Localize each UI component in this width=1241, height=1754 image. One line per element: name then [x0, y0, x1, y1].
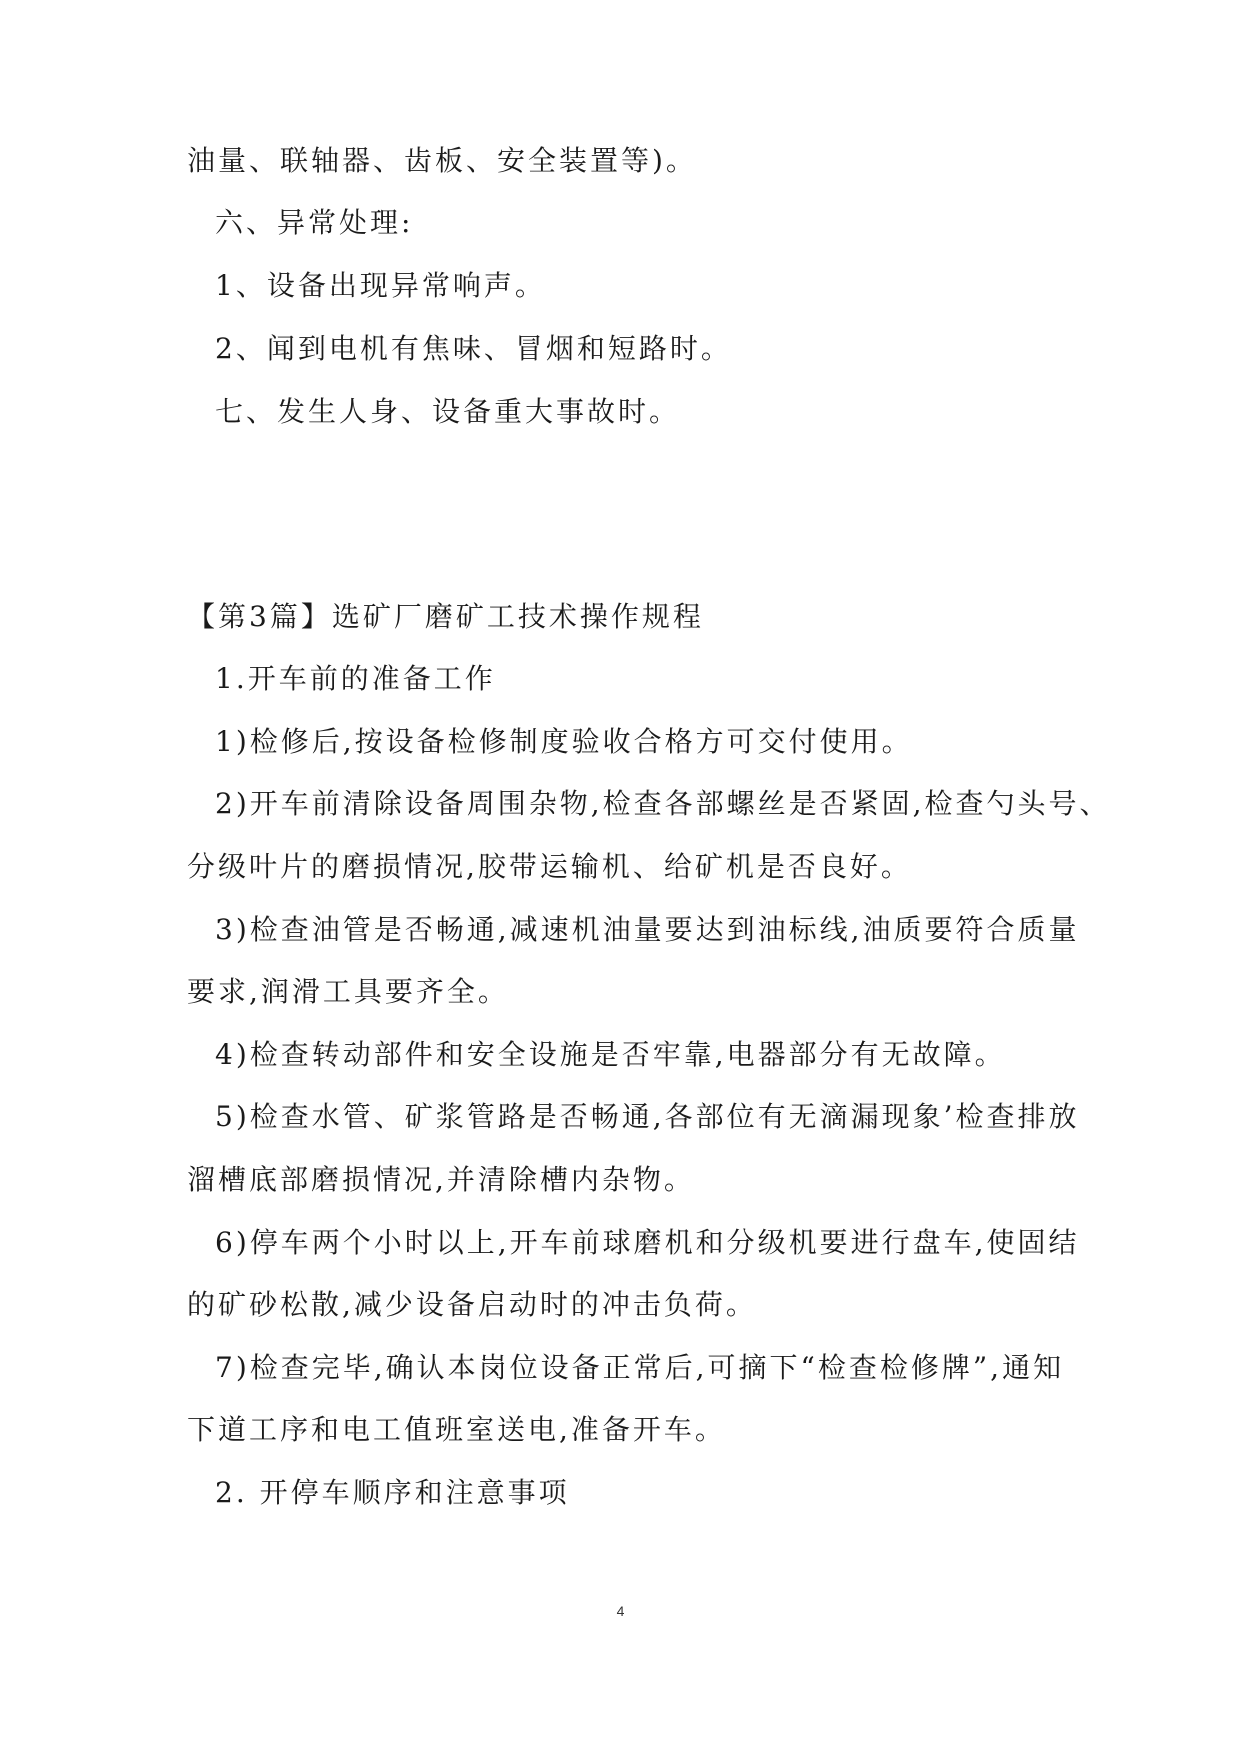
- section-heading: 1.开车前的准备工作: [215, 662, 496, 695]
- list-item: 5)检查水管、矿浆管路是否畅通,各部位有无滴漏现象’检查排放: [215, 1100, 1080, 1133]
- page-number: 4: [616, 1603, 625, 1619]
- text-line: 要求,润滑工具要齐全。: [187, 975, 509, 1008]
- list-item: 2)开车前清除设备周围杂物,检查各部螺丝是否紧固,检查勺头号、: [215, 787, 1111, 820]
- text-line: 的矿砂松散,减少设备启动时的冲击负荷。: [187, 1288, 757, 1321]
- list-item: 7)检查完毕,确认本岗位设备正常后,可摘下“检查检修牌”,通知: [215, 1351, 1065, 1384]
- list-item: 6)停车两个小时以上,开车前球磨机和分级机要进行盘车,使固结: [215, 1226, 1080, 1259]
- section-heading: 七、发生人身、设备重大事故时。: [215, 395, 681, 428]
- list-item: 1、设备出现异常响声。: [215, 269, 546, 302]
- list-item: 1)检修后,按设备检修制度验收合格方可交付使用。: [215, 725, 913, 758]
- section-heading: 六、异常处理:: [215, 206, 414, 239]
- chapter-title: 【第3篇】选矿厂磨矿工技术操作规程: [187, 600, 704, 633]
- text-line: 溜槽底部磨损情况,并清除槽内杂物。: [187, 1163, 695, 1196]
- section-heading: 2. 开停车顺序和注意事项: [215, 1476, 570, 1509]
- text-line: 油量、联轴器、齿板、安全装置等)。: [187, 144, 697, 177]
- list-item: 2、闻到电机有焦味、冒烟和短路时。: [215, 332, 732, 365]
- list-item: 4)检查转动部件和安全设施是否牢靠,电器部分有无故障。: [215, 1038, 1006, 1071]
- list-item: 3)检查油管是否畅通,减速机油量要达到油标线,油质要符合质量: [215, 913, 1080, 946]
- text-line: 分级叶片的磨损情况,胶带运输机、给矿机是否良好。: [187, 850, 912, 883]
- text-line: 下道工序和电工值班室送电,准备开车。: [187, 1413, 726, 1446]
